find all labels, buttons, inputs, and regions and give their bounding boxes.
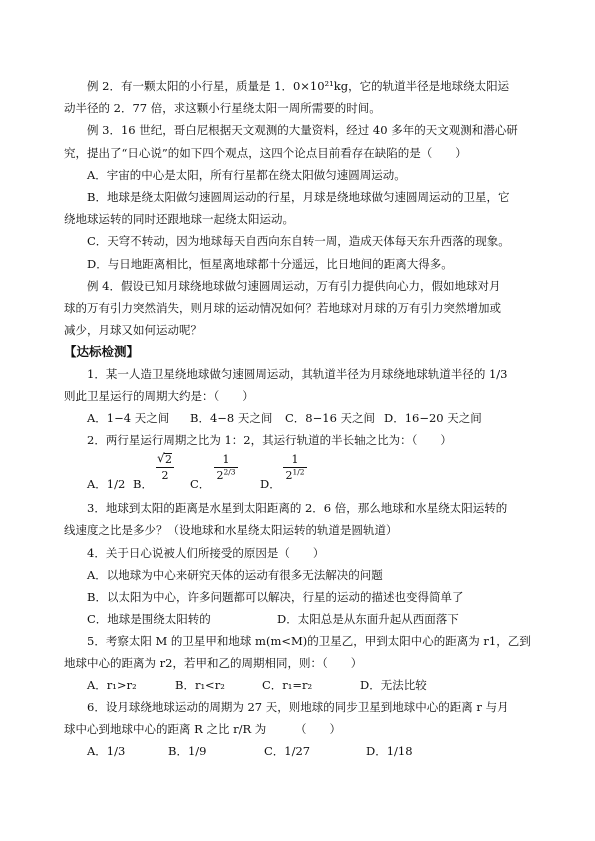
- q5-option-c: C．r₁=r₂: [262, 678, 313, 692]
- q6-option-a: A．1/3: [87, 744, 126, 758]
- example-3-option-b-line-2: 绕地球运转的同时还跟地球一起绕太阳运动。: [64, 212, 294, 226]
- q4-option-d: D．太阳总是从东面升起从西面落下: [277, 612, 459, 626]
- q2-option-d-label: D．: [260, 477, 281, 491]
- q6-option-b: B．1/9: [168, 744, 207, 758]
- q2-option-d-denominator-base: 2: [285, 469, 293, 482]
- q2-option-b-label: B．: [133, 477, 153, 491]
- q2-option-c-label: C．: [190, 477, 211, 491]
- q4-option-a: A．以地球为中心来研究天体的运动有很多无法解决的问题: [87, 568, 383, 582]
- example-3-option-c: C．天穹不转动，因为地球每天自西向东自转一周，造成天体每天东升西落的现象。: [87, 234, 510, 248]
- q5-option-b: B．r₁<r₂: [175, 678, 225, 692]
- q4-option-b: B．以太阳为中心，许多问题都可以解决，行星的运动的描述也变得简单了: [87, 590, 464, 604]
- q2-line-1: 2．两行星运行周期之比为 1：2，其运行轨道的半长轴之比为：（ ）: [87, 433, 452, 447]
- example-3-option-a: A．宇宙的中心是太阳，所有行星都在绕太阳做匀速圆周运动。: [87, 168, 406, 182]
- q6-line-1: 6．设月球绕地球运动的周期为 27 天，则地球的同步卫星到地球中心的距离 r 与月: [87, 700, 509, 714]
- q2-option-b-denominator: 2: [161, 469, 169, 482]
- q2-option-c-numerator: 1: [222, 453, 230, 466]
- example-3-option-d: D．与日地距离相比，恒星离地球都十分遥远，比日地间的距离大得多。: [87, 257, 453, 271]
- q4-option-c: C．地球是围绕太阳转的: [87, 612, 211, 626]
- q3-line-1: 3．地球到太阳的距离是水星到太阳距离的 2．6 倍，那么地球和水星绕太阳运转的: [87, 501, 508, 515]
- q5-option-d: D．无法比较: [360, 678, 427, 692]
- q2-option-b-fraction: [156, 453, 174, 482]
- q4-line-1: 4．关于日心说被人们所接受的原因是（ ）: [87, 546, 325, 560]
- q2-option-b-numerator: √ 2: [158, 453, 172, 466]
- example-3-line-2: 究，提出了“日心说”的如下四个观点，这四个论点目前看存在缺陷的是（ ）: [64, 146, 467, 160]
- q5-option-a: A．r₁>r₂: [87, 678, 137, 692]
- example-4-line-3: 减少，月球又如何运动呢？: [64, 323, 202, 337]
- example-3-option-b-line-1: B．地球是绕太阳做匀速圆周运动的行星，月球是绕地球做匀速圆周运动的卫星，它: [87, 190, 510, 204]
- q1-option-d: D．16−20 天之间: [384, 411, 482, 425]
- q2-option-d-denominator-exponent: 1/2: [292, 467, 305, 477]
- example-4-line-1: 例 4．假设已知月球绕地球做匀速圆周运动，万有引力提供向心力，假如地球对月: [87, 279, 501, 293]
- q2-option-c-fraction: [214, 453, 238, 482]
- q2-option-c-denominator-exponent: 2/3: [223, 467, 236, 477]
- q1-option-a: A．1−4 天之间: [87, 411, 170, 425]
- q1-option-b: B．4−8 天之间: [190, 411, 273, 425]
- q1-option-c: C．8−16 天之间: [285, 411, 376, 425]
- example-3-line-1: 例 3．16 世纪，哥白尼根据天文观测的大量资料，经过 40 多年的天文观测和潜心研: [87, 123, 518, 137]
- q2-option-a: A．1/2: [87, 477, 126, 491]
- q6-option-c: C．1/27: [264, 744, 311, 758]
- example-2-line-2: 动半径的 2．77 倍，求这颗小行星绕太阳一周所需要的时间。: [64, 101, 381, 115]
- q1-line-2: 则此卫星运行的周期大约是：（ ）: [64, 389, 254, 403]
- q3-line-2: 线速度之比是多少？（设地球和水星绕太阳运转的轨道是圆轨道）: [64, 523, 398, 537]
- example-2-line-1: 例 2．有一颗太阳的小行星，质量是 1．0×10²¹kg，它的轨道半径是地球绕太阳运: [87, 79, 510, 93]
- q2-option-d-numerator: 1: [291, 453, 299, 466]
- q1-line-1: 1．某一人造卫星绕地球做匀速圆周运动，其轨道半径为月球绕地球轨道半径的 1/3: [87, 367, 508, 381]
- example-4-line-2: 球的万有引力突然消失，则月球的运动情况如何？若地球对月球的万有引力突然增加或: [64, 301, 501, 315]
- q6-line-2: 球中心到地球中心的距离 R 之比 r/R 为 （ ）: [64, 722, 342, 736]
- section-title: 【达标检测】: [64, 344, 140, 359]
- q6-option-d: D．1/18: [366, 744, 413, 758]
- fraction-bar: [156, 467, 174, 468]
- q5-line-1: 5．考察太阳 M 的卫星甲和地球 m(m<M)的卫星乙，甲到太阳中心的距离为 r1，乙到: [87, 634, 531, 648]
- q2-option-c-denominator-base: 2: [216, 469, 224, 482]
- q5-line-2: 地球中心的距离为 r2，若甲和乙的周期相同，则：（ ）: [64, 656, 363, 670]
- q2-option-d-fraction: [283, 453, 307, 482]
